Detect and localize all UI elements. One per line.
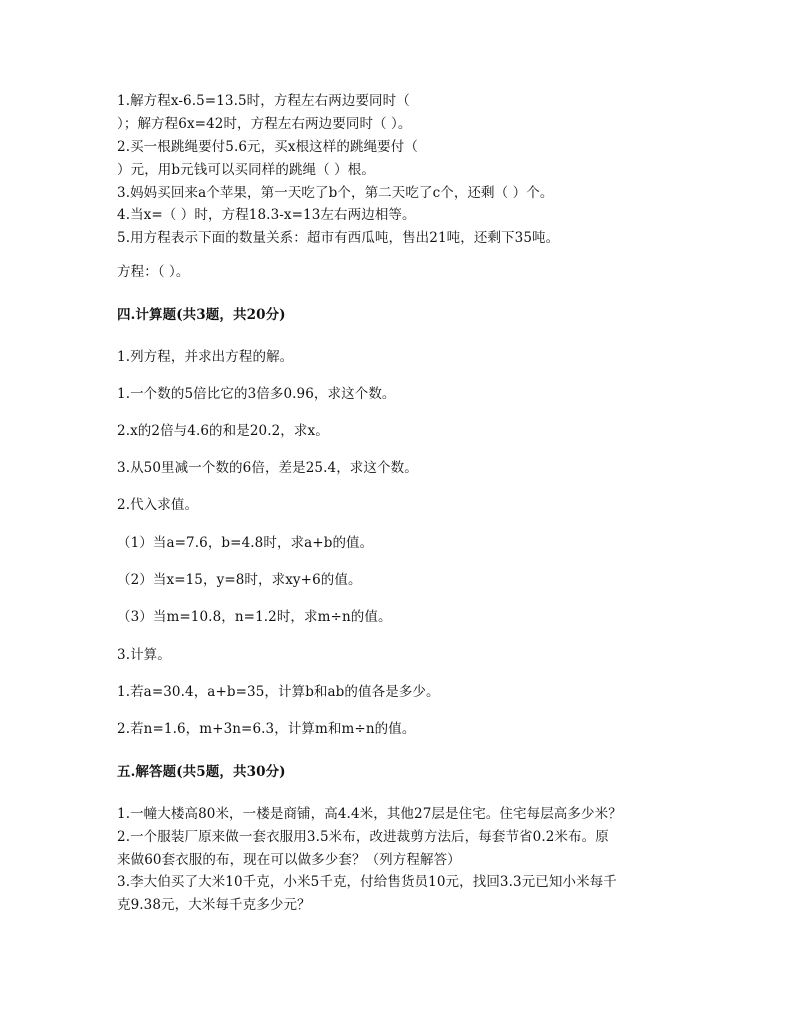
question-text: 3.妈妈买回来a个苹果，第一天吃了b个，第二天吃了c个，还剩（ ）个。 bbox=[117, 185, 554, 201]
question-text: 4.当x=（ ）时，方程18.3-x=13左右两边相等。 bbox=[117, 207, 416, 223]
answer-line: 方程：（ ）。 bbox=[117, 264, 190, 280]
sub-question: 3.从50里减一个数的6倍，差是25.4，求这个数。 bbox=[117, 460, 418, 476]
section-heading: 四.计算题(共3题，共20分) bbox=[117, 307, 286, 323]
sub-question: （1）当a=7.6，b=4.8时，求a+b的值。 bbox=[117, 535, 374, 551]
section-heading: 五.解答题(共5题，共30分) bbox=[117, 764, 286, 780]
question-text: 克9.38元，大米每千克多少元？ bbox=[117, 897, 311, 913]
question-text: 2.一个服装厂原来做一套衣服用3.5米布，改进裁剪方法后，每套节省0.2米布。原 bbox=[117, 829, 609, 845]
question-text: 5.用方程表示下面的数量关系：超市有西瓜吨，售出21吨，还剩下35吨。 bbox=[117, 230, 560, 246]
sub-question: （3）当m=10.8，n=1.2时，求m÷n的值。 bbox=[117, 609, 392, 625]
question-text: 1.解方程x-6.5=13.5时，方程左右两边要同时（ bbox=[117, 93, 410, 109]
question-text: 2.买一根跳绳要付5.6元，买x根这样的跳绳要付（ bbox=[117, 139, 418, 155]
question-title: 2.代入求值。 bbox=[117, 497, 199, 513]
question-text: 3.李大伯买了大米10千克，小米5千克，付给售货员10元，找回3.3元已知小米每千 bbox=[117, 874, 617, 890]
question-title: 3.计算。 bbox=[117, 647, 171, 663]
sub-question: 2.若n=1.6，m+3n=6.3，计算m和m÷n的值。 bbox=[117, 721, 416, 737]
question-text: ）元，用b元钱可以买同样的跳绳（ ）根。 bbox=[117, 162, 375, 178]
question-text: ）；解方程6x=42时，方程左右两边要同时（ ）。 bbox=[117, 116, 412, 132]
question-text: 1.一幢大楼高80米，一楼是商铺，高4.4米，其他27层是住宅。住宅每层高多少米？ bbox=[117, 806, 622, 822]
sub-question: 1.一个数的5倍比它的3倍多0.96，求这个数。 bbox=[117, 386, 396, 402]
question-text: 来做60套衣服的布，现在可以做多少套？（列方程解答） bbox=[117, 852, 461, 868]
question-title: 1.列方程，并求出方程的解。 bbox=[117, 349, 294, 365]
sub-question: 2.x的2倍与4.6的和是20.2，求x。 bbox=[117, 423, 329, 439]
sub-question: （2）当x=15，y=8时，求xy+6的值。 bbox=[117, 572, 362, 588]
sub-question: 1.若a=30.4，a+b=35，计算b和ab的值各是多少。 bbox=[117, 684, 440, 700]
